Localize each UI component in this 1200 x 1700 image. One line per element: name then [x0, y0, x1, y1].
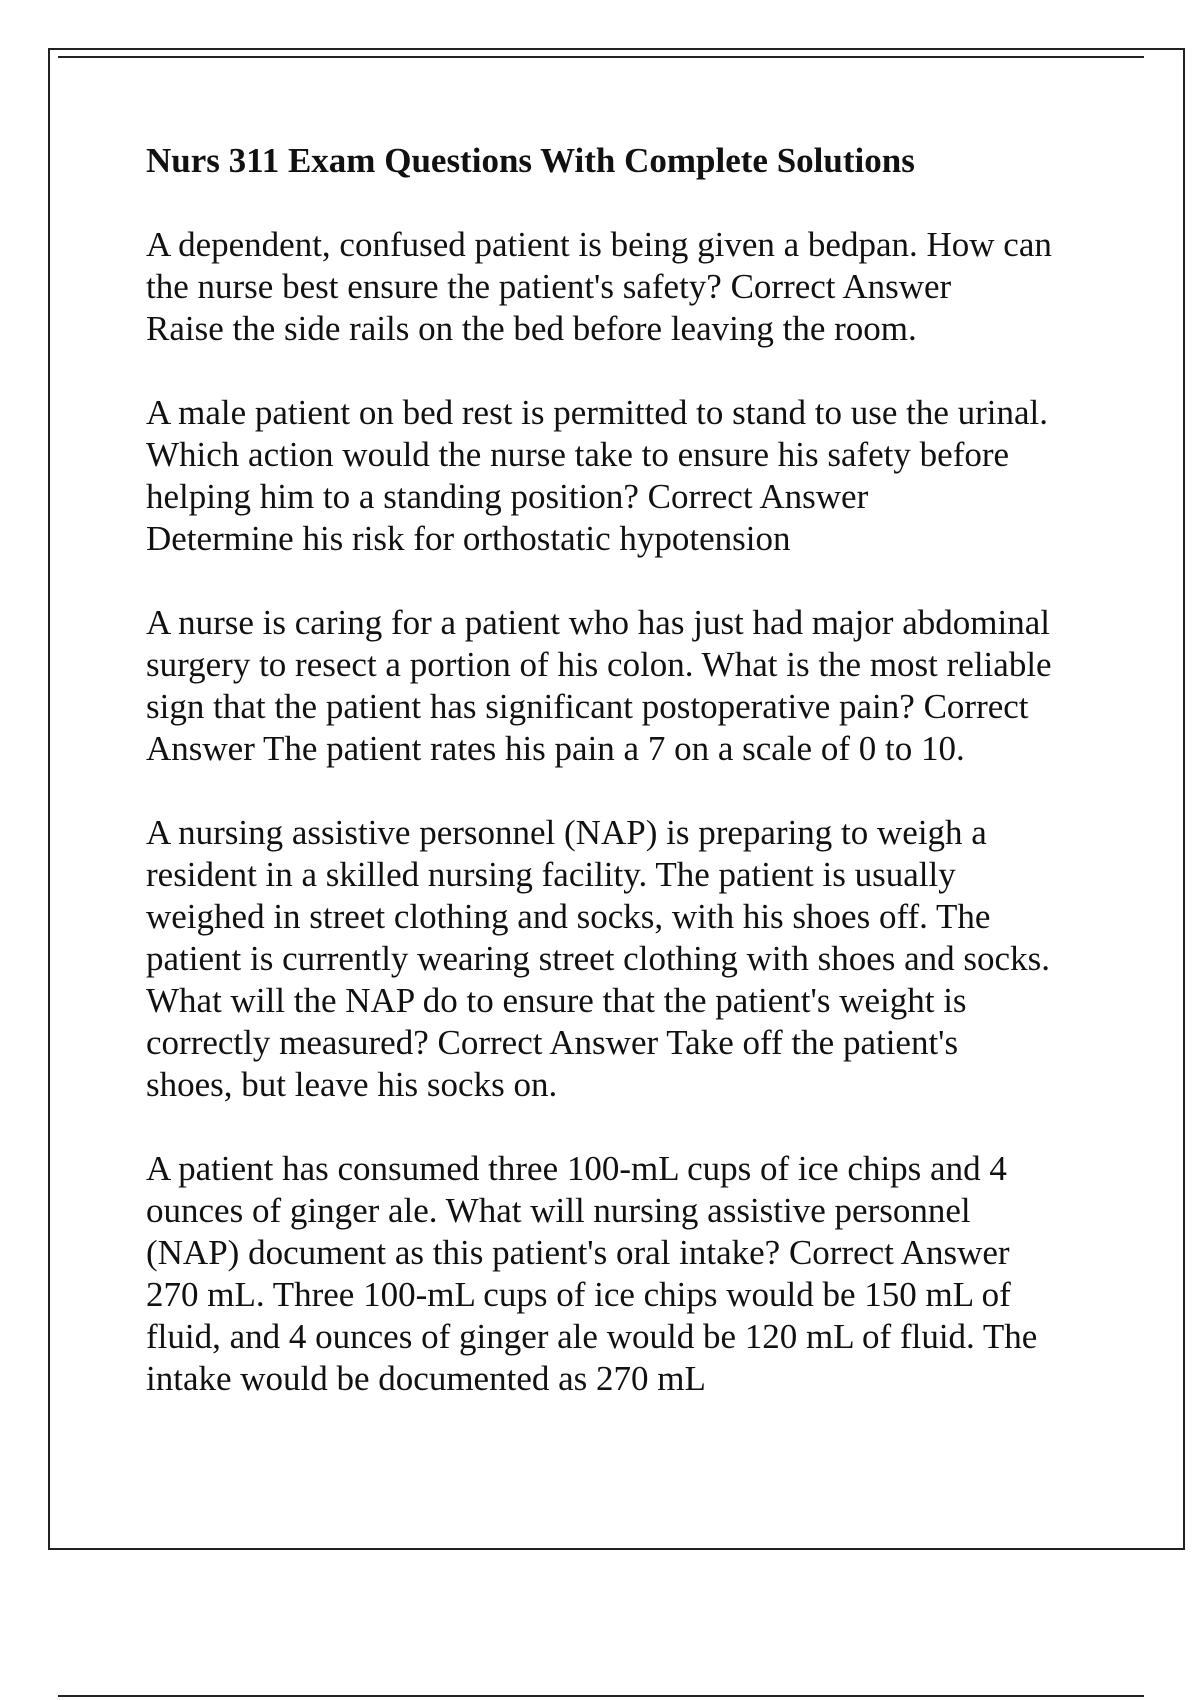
question-item: A patient has consumed three 100-mL cups of ice chips and 4 ounces of ginger ale. What will nursing assistive personnel (NAP) document as this patient's oral intake? Correct Answer 270 mL. Three 100-mL cups of ice chips would be 150 mL of fluid, and 4 ounces of ginger ale would be 120 mL of fluid. The intake would be documented as 270 mL — [146, 1149, 1038, 1398]
question-item: A nurse is caring for a patient who has just had major abdominal surgery to resect a portion of his colon. What is the most reliable sign that the patient has significant postoperative pain? Correct Answer The patient rates his pain a 7 on a scale of 0 to 10. — [146, 603, 1052, 768]
document-title: Nurs 311 Exam Questions With Complete Solutions — [146, 141, 915, 180]
document-body — [146, 140, 1106, 1442]
question-list — [146, 224, 1106, 1400]
top-divider — [58, 56, 1144, 58]
question-item: A nursing assistive personnel (NAP) is preparing to weigh a resident in a skilled nursing facility. The patient is usually weighed in street clothing and socks, with his shoes off. The patient is currently wearing street clothing with shoes and socks. What will the NAP do to ensure that the patient's weight is correctly measured? Correct Answer Take off the patient's shoes, but leave his socks on. — [146, 813, 1050, 1104]
question-item: A male patient on bed rest is permitted to stand to use the urinal. Which action would the nurse take to ensure his safety before helping him to a standing position? Correct Answer Determine his risk for orthostatic hypotension — [146, 393, 1049, 558]
question-item: A dependent, confused patient is being given a bedpan. How can the nurse best ensure the patient's safety? Correct Answer Raise the side rails on the bed before leaving the room. — [146, 225, 1052, 348]
bottom-divider — [58, 1695, 1144, 1697]
